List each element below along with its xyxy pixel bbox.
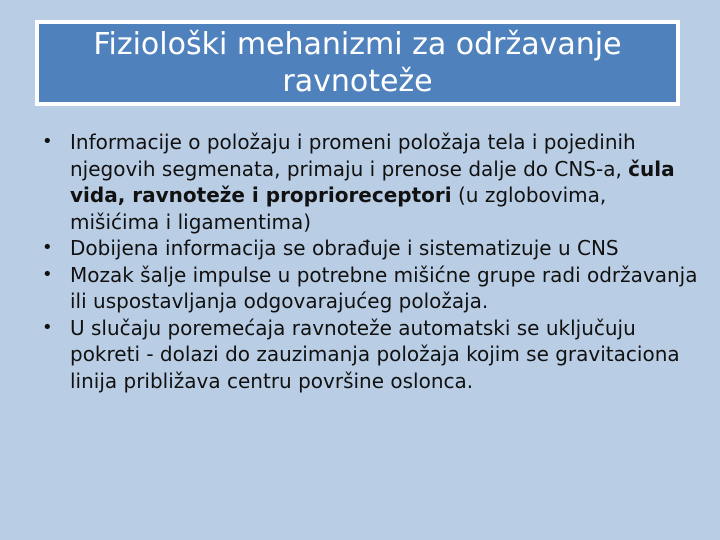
bullet-dot-icon: • bbox=[42, 263, 53, 285]
bullet-dot-icon: • bbox=[42, 237, 53, 258]
bullet-dot-icon: • bbox=[42, 131, 53, 152]
bullet-text-end: (u zglobovima, mišićima i ligamentima) bbox=[70, 183, 607, 234]
bullet-item-2 bbox=[38, 235, 698, 262]
bullet-text: U slučaju poremećaja ravnoteže automatski se uključuju pokreti - dolazi do zauzimanja položaja kojim se gravitaciona linija približava centru površine oslonca. bbox=[70, 315, 680, 393]
bullet-text: Mozak šalje impulse u potrebne mišićne grupe radi održavanja ili uspostavljanja odgovarajućeg položaja. bbox=[70, 262, 698, 313]
bullet-item-3 bbox=[38, 262, 698, 315]
slide-title: Fiziološki mehanizmi za održavanje ravnoteže bbox=[93, 27, 622, 99]
bullet-dot-icon: • bbox=[42, 316, 53, 338]
slide-title-box bbox=[35, 20, 680, 106]
bullet-item-1 bbox=[38, 129, 698, 235]
bullet-list bbox=[38, 129, 698, 394]
bullet-text: Informacije o položaju i promeni položaja tela i pojedinih njegovih segmenata, primaju i prenose dalje do CNS-a, bbox=[70, 130, 636, 181]
bullet-bold-text: čula vida, ravnoteže i proprioreceptori bbox=[70, 156, 675, 207]
bullet-text: Dobijena informacija se obrađuje i sistematizuje u CNS bbox=[70, 236, 619, 260]
bullet-item-4 bbox=[38, 315, 698, 395]
